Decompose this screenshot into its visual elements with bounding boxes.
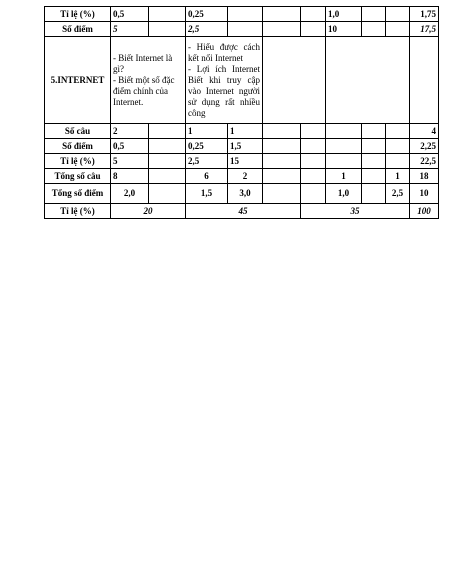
table-cell: 1,5 xyxy=(228,139,263,154)
table-cell xyxy=(301,22,326,37)
table-cell: 2,25 xyxy=(410,139,439,154)
table-cell: 2,5 xyxy=(386,184,410,204)
table-cell xyxy=(301,184,326,204)
table-cell xyxy=(301,139,326,154)
table-cell: 1 xyxy=(186,124,228,139)
table-cell xyxy=(362,139,386,154)
table-cell xyxy=(263,37,326,124)
understanding-cell xyxy=(186,37,263,124)
table-cell xyxy=(386,139,410,154)
table-cell xyxy=(263,154,301,169)
table-row xyxy=(45,22,439,37)
table-cell xyxy=(149,184,186,204)
table-row-internet xyxy=(45,37,439,124)
table-cell: 10 xyxy=(410,184,439,204)
table-cell xyxy=(263,184,301,204)
table-cell: 1 xyxy=(326,169,362,184)
row-label: Tổng số câu xyxy=(45,169,111,184)
table-cell xyxy=(263,22,301,37)
desc-line: - Biết một số đặc điểm chính của Internet. xyxy=(113,74,175,107)
table-cell: 3,0 xyxy=(228,184,263,204)
table-cell xyxy=(362,154,386,169)
table-cell xyxy=(386,154,410,169)
table-cell: 8 xyxy=(111,169,149,184)
table-cell: 6 xyxy=(186,169,228,184)
assessment-matrix-table xyxy=(44,6,439,219)
table-cell xyxy=(149,154,186,169)
table-cell: 2 xyxy=(228,169,263,184)
table-row xyxy=(45,7,439,22)
table-cell xyxy=(149,22,186,37)
table-cell: 35 xyxy=(301,204,410,219)
table-cell: 18 xyxy=(410,169,439,184)
table-cell: 5 xyxy=(111,22,149,37)
table-cell xyxy=(263,169,301,184)
table-cell: 1,0 xyxy=(326,7,362,22)
table-cell: 1,5 xyxy=(186,184,228,204)
table-cell: 1,0 xyxy=(326,184,362,204)
table-cell: 20 xyxy=(111,204,186,219)
table-cell xyxy=(410,37,439,124)
desc-line: - Lợi ích Internet Biết khi truy cập vào Internet người sử dụng rất nhiều công xyxy=(188,64,260,118)
table-cell xyxy=(362,124,386,139)
row-label: Tỉ lệ (%) xyxy=(45,7,111,22)
table-cell xyxy=(386,22,410,37)
table-cell xyxy=(362,7,386,22)
row-label: Tỉ lệ (%) xyxy=(45,154,111,169)
table-cell: 1,75 xyxy=(410,7,439,22)
topic-label: 5.INTERNET xyxy=(45,37,111,124)
table-cell xyxy=(301,124,326,139)
table-cell: 0,25 xyxy=(186,139,228,154)
table-row xyxy=(45,154,439,169)
table-cell: 15 xyxy=(228,154,263,169)
table-cell: 2 xyxy=(111,124,149,139)
row-label: Tổng số điểm xyxy=(45,184,111,204)
row-label: Tỉ lệ (%) xyxy=(45,204,111,219)
table-row xyxy=(45,184,439,204)
table-cell xyxy=(149,139,186,154)
table-cell: 2,5 xyxy=(186,154,228,169)
table-cell: 0,25 xyxy=(186,7,228,22)
table-row xyxy=(45,204,439,219)
table-cell: 2,5 xyxy=(186,22,228,37)
row-label: Số câu xyxy=(45,124,111,139)
table-cell: 17,5 xyxy=(410,22,439,37)
table-cell xyxy=(149,124,186,139)
table-cell xyxy=(326,124,362,139)
table-cell xyxy=(263,139,301,154)
table-cell xyxy=(263,124,301,139)
table-cell xyxy=(301,7,326,22)
table-cell: 10 xyxy=(326,22,362,37)
table-cell: 1 xyxy=(228,124,263,139)
table-row xyxy=(45,139,439,154)
row-label: Số điểm xyxy=(45,139,111,154)
table-cell: 1 xyxy=(386,169,410,184)
table-cell xyxy=(386,7,410,22)
table-cell: 2,0 xyxy=(111,184,149,204)
table-cell xyxy=(326,139,362,154)
desc-line: - Hiểu được cách kết nối Internet xyxy=(188,42,260,63)
table-cell xyxy=(386,124,410,139)
table-cell xyxy=(301,154,326,169)
table-cell: 22,5 xyxy=(410,154,439,169)
table-cell xyxy=(228,7,263,22)
knowledge-cell xyxy=(111,37,186,124)
table-cell: 100 xyxy=(410,204,439,219)
table-cell xyxy=(301,169,326,184)
table-row xyxy=(45,169,439,184)
table-cell xyxy=(362,184,386,204)
table-cell: 4 xyxy=(410,124,439,139)
table-cell xyxy=(228,22,263,37)
table-cell xyxy=(326,154,362,169)
table-cell xyxy=(149,169,186,184)
row-label: Số điểm xyxy=(45,22,111,37)
table-cell xyxy=(362,22,386,37)
table-cell: 0,5 xyxy=(111,139,149,154)
table-cell: 45 xyxy=(186,204,301,219)
table-cell xyxy=(362,169,386,184)
desc-line: - Biết Internet là gì? xyxy=(113,52,173,74)
table-cell xyxy=(326,37,410,124)
table-cell: 5 xyxy=(111,154,149,169)
table-cell xyxy=(263,7,301,22)
table-cell xyxy=(149,7,186,22)
table-row xyxy=(45,124,439,139)
table-cell: 0,5 xyxy=(111,7,149,22)
